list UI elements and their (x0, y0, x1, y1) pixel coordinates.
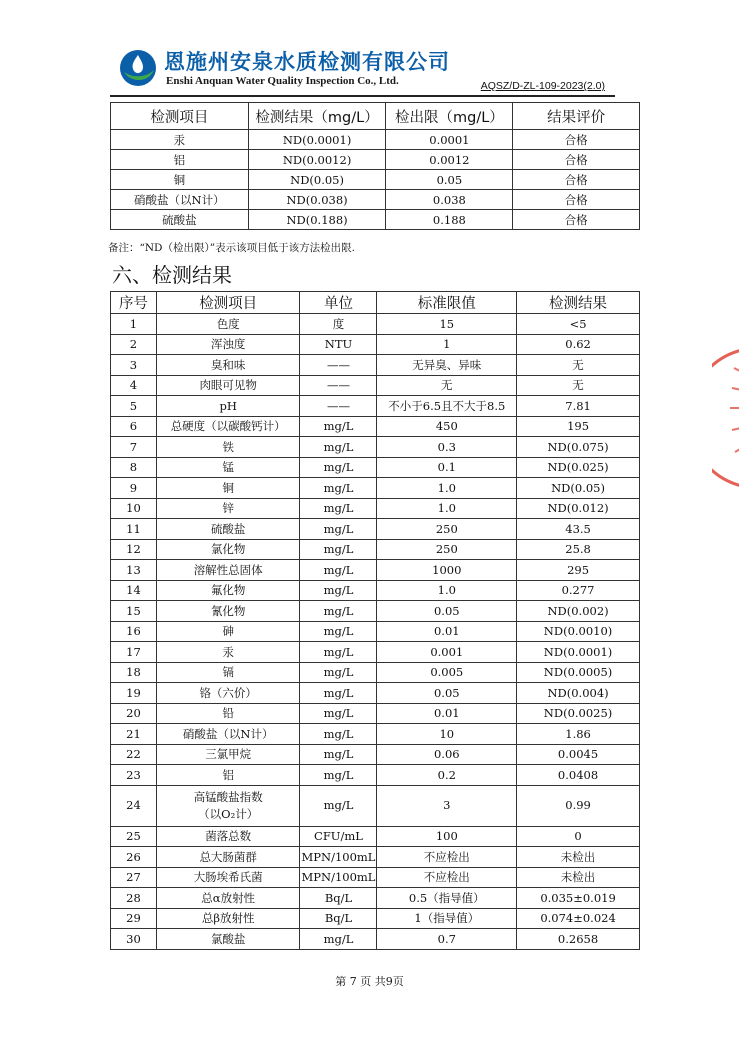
table-row (111, 396, 640, 417)
table-cell: 未检出 (517, 847, 640, 868)
table-row (111, 150, 640, 170)
table-cell: mg/L (300, 744, 377, 765)
table-cell: 14 (111, 580, 157, 601)
table-cell: 2 (111, 334, 157, 355)
table-cell: 氯酸盐 (156, 929, 300, 950)
table-cell: mg/L (300, 539, 377, 560)
table-cell: ND(0.0025) (517, 703, 640, 724)
table-row (111, 478, 640, 499)
table-cell: 镉 (156, 662, 300, 683)
table-row (111, 210, 640, 230)
table-cell: 不小于6.5且不大于8.5 (377, 396, 517, 417)
table-cell: ND(0.002) (517, 601, 640, 622)
table-cell: 1.0 (377, 478, 517, 499)
table-cell: 0.074±0.024 (517, 908, 640, 929)
table-cell: 汞 (156, 642, 300, 663)
column-header: 结果评价 (513, 103, 640, 130)
table-cell: 17 (111, 642, 157, 663)
table-cell: mg/L (300, 519, 377, 540)
table-cell: 无异臭、异味 (377, 355, 517, 376)
table-cell: ND(0.004) (517, 683, 640, 704)
table-row (111, 744, 640, 765)
water-drop-logo-icon (118, 48, 158, 88)
table-cell: 浑浊度 (156, 334, 300, 355)
table-cell: 26 (111, 847, 157, 868)
table-cell: ND(0.075) (517, 437, 640, 458)
table-cell: 10 (377, 724, 517, 745)
table-row (111, 437, 640, 458)
table-row (111, 498, 640, 519)
table-cell: 铜 (111, 170, 249, 190)
table-cell: 22 (111, 744, 157, 765)
table-cell: 1.0 (377, 498, 517, 519)
table-cell: ND(0.05) (248, 170, 386, 190)
table-cell: 1 (111, 314, 157, 335)
table-cell: 0.06 (377, 744, 517, 765)
table-cell: 总大肠菌群 (156, 847, 300, 868)
table-cell: 0.035±0.019 (517, 888, 640, 909)
column-header: 序号 (111, 292, 157, 314)
table-cell: 7 (111, 437, 157, 458)
table-cell: 硝酸盐（以N计） (156, 724, 300, 745)
table-row (111, 130, 640, 150)
table-cell: 250 (377, 519, 517, 540)
table-cell: 菌落总数 (156, 826, 300, 847)
company-name-cn: 恩施州安泉水质检测有限公司 (164, 49, 450, 74)
table-cell: 三氯甲烷 (156, 744, 300, 765)
table-cell: ND(0.188) (248, 210, 386, 230)
table-cell: 15 (111, 601, 157, 622)
table-cell: 24 (111, 785, 157, 826)
table-row (111, 785, 640, 826)
table-cell: 合格 (513, 150, 640, 170)
table-row (111, 642, 640, 663)
table-cell: 锰 (156, 457, 300, 478)
table-cell: mg/L (300, 642, 377, 663)
table-cell: 总α放射性 (156, 888, 300, 909)
table-cell: 铝 (156, 765, 300, 786)
table-cell: —— (300, 375, 377, 396)
table-cell: 18 (111, 662, 157, 683)
table-cell: 度 (300, 314, 377, 335)
table-row (111, 683, 640, 704)
table-cell: 氯化物 (156, 539, 300, 560)
table-cell: 总β放射性 (156, 908, 300, 929)
table-row (111, 621, 640, 642)
table-cell: 250 (377, 539, 517, 560)
table-cell: 20 (111, 703, 157, 724)
table-cell: 铁 (156, 437, 300, 458)
table-cell: 硝酸盐（以N计） (111, 190, 249, 210)
table-cell: 0.0408 (517, 765, 640, 786)
column-header: 单位 (300, 292, 377, 314)
table-cell: ND(0.05) (517, 478, 640, 499)
table-cell: ND(0.0001) (517, 642, 640, 663)
table-cell: —— (300, 355, 377, 376)
table-cell: 0.05 (386, 170, 513, 190)
table-cell: 高锰酸盐指数 （以O₂计） (156, 785, 300, 826)
report-header (110, 42, 615, 98)
section-title: 六、检测结果 (112, 263, 232, 287)
table-cell: 450 (377, 416, 517, 437)
table-cell: 0 (517, 826, 640, 847)
table-cell: 无 (517, 355, 640, 376)
table-cell: 27 (111, 867, 157, 888)
table-cell: 23 (111, 765, 157, 786)
table-header-row (111, 292, 640, 314)
table-cell: 28 (111, 888, 157, 909)
table-cell: MPN/100mL (300, 847, 377, 868)
header-divider (110, 95, 615, 97)
table-cell: 16 (111, 621, 157, 642)
table-row (111, 826, 640, 847)
table-cell: 29 (111, 908, 157, 929)
table-cell: mg/L (300, 785, 377, 826)
table-cell: 0.0001 (386, 130, 513, 150)
table-cell: CFU/mL (300, 826, 377, 847)
table-cell: Bq/L (300, 908, 377, 929)
table-cell: mg/L (300, 457, 377, 478)
table-row (111, 703, 640, 724)
table-row (111, 190, 640, 210)
table-cell: 氟化物 (156, 580, 300, 601)
test-results-table (110, 291, 640, 950)
table-cell: 色度 (156, 314, 300, 335)
table-row (111, 314, 640, 335)
table-cell: 硫酸盐 (156, 519, 300, 540)
table-cell: 11 (111, 519, 157, 540)
table-cell: mg/L (300, 580, 377, 601)
table-cell: mg/L (300, 724, 377, 745)
table-row (111, 416, 640, 437)
column-header: 检测结果 (517, 292, 640, 314)
table-cell: mg/L (300, 765, 377, 786)
table-row (111, 908, 640, 929)
table-cell: 0.2 (377, 765, 517, 786)
table-cell: 1.0 (377, 580, 517, 601)
table-cell: 锌 (156, 498, 300, 519)
table-row (111, 519, 640, 540)
column-header: 检测结果（mg/L） (248, 103, 386, 130)
table-row (111, 662, 640, 683)
table-row (111, 375, 640, 396)
table-cell: mg/L (300, 621, 377, 642)
table-cell: mg/L (300, 683, 377, 704)
table-cell: 0.188 (386, 210, 513, 230)
table-cell: 无 (517, 375, 640, 396)
table-cell: 臭和味 (156, 355, 300, 376)
table-cell: mg/L (300, 929, 377, 950)
table-cell: 不应检出 (377, 847, 517, 868)
table-cell: 1 (377, 334, 517, 355)
table-row (111, 170, 640, 190)
table-cell: NTU (300, 334, 377, 355)
table-cell: 6 (111, 416, 157, 437)
column-header: 检出限（mg/L） (386, 103, 513, 130)
table-row (111, 765, 640, 786)
table-cell: 溶解性总固体 (156, 560, 300, 581)
table-cell: 不应检出 (377, 867, 517, 888)
table-cell: 8 (111, 457, 157, 478)
table-cell: 肉眼可见物 (156, 375, 300, 396)
table-cell: 195 (517, 416, 640, 437)
table-cell: MPN/100mL (300, 867, 377, 888)
table-cell: 15 (377, 314, 517, 335)
table-cell: mg/L (300, 703, 377, 724)
table-cell: 30 (111, 929, 157, 950)
table-cell: ND(0.0012) (248, 150, 386, 170)
table-cell: mg/L (300, 560, 377, 581)
table-cell: 7.81 (517, 396, 640, 417)
table-cell: 21 (111, 724, 157, 745)
table-row (111, 929, 640, 950)
table-cell: 0.01 (377, 621, 517, 642)
table-cell: 0.99 (517, 785, 640, 826)
table-cell: 0.005 (377, 662, 517, 683)
table-row (111, 847, 640, 868)
table-header-row (111, 103, 640, 130)
table-cell: 3 (377, 785, 517, 826)
table-cell: 1（指导值） (377, 908, 517, 929)
table-cell: 1.86 (517, 724, 640, 745)
table-cell: 0.01 (377, 703, 517, 724)
column-header: 检测项目 (156, 292, 300, 314)
table-cell: mg/L (300, 601, 377, 622)
table-cell: 无 (377, 375, 517, 396)
table-cell: 0.7 (377, 929, 517, 950)
table-cell: 25.8 (517, 539, 640, 560)
table-cell: mg/L (300, 478, 377, 499)
table-cell: 汞 (111, 130, 249, 150)
table-row (111, 580, 640, 601)
table-cell: 0.1 (377, 457, 517, 478)
document-code: AQSZ/D-ZL-109-2023(2.0) (480, 80, 605, 92)
table-cell: 0.05 (377, 683, 517, 704)
table-cell: 未检出 (517, 867, 640, 888)
table-cell: 铝 (111, 150, 249, 170)
table-cell: 合格 (513, 190, 640, 210)
table-row (111, 539, 640, 560)
table-cell: 295 (517, 560, 640, 581)
table-cell: <5 (517, 314, 640, 335)
table-cell: 大肠埃希氏菌 (156, 867, 300, 888)
table-cell: 合格 (513, 130, 640, 150)
table-cell: 氰化物 (156, 601, 300, 622)
table-row (111, 601, 640, 622)
table-row (111, 724, 640, 745)
table-cell: 铅 (156, 703, 300, 724)
table-row (111, 457, 640, 478)
table-cell: mg/L (300, 416, 377, 437)
table-cell: 1000 (377, 560, 517, 581)
table-cell: 25 (111, 826, 157, 847)
table-cell: —— (300, 396, 377, 417)
table-cell: mg/L (300, 498, 377, 519)
table-cell: 合格 (513, 210, 640, 230)
table-row (111, 334, 640, 355)
table-cell: ND(0.0005) (517, 662, 640, 683)
table-cell: 0.3 (377, 437, 517, 458)
detection-limit-table (110, 102, 640, 230)
table-cell: ND(0.0010) (517, 621, 640, 642)
table-cell: Bq/L (300, 888, 377, 909)
table-cell: 0.0045 (517, 744, 640, 765)
table-cell: ND(0.038) (248, 190, 386, 210)
table-cell: pH (156, 396, 300, 417)
table-cell: 0.277 (517, 580, 640, 601)
table-cell: 合格 (513, 170, 640, 190)
table-cell: 硫酸盐 (111, 210, 249, 230)
red-seal-stamp (712, 348, 739, 488)
table-cell: 10 (111, 498, 157, 519)
table-cell: 4 (111, 375, 157, 396)
table-cell: ND(0.012) (517, 498, 640, 519)
table-cell: 43.5 (517, 519, 640, 540)
table-cell: ND(0.025) (517, 457, 640, 478)
table-cell: 砷 (156, 621, 300, 642)
table-cell: 3 (111, 355, 157, 376)
table-cell: 9 (111, 478, 157, 499)
table-cell: 0.5（指导值） (377, 888, 517, 909)
table-row (111, 560, 640, 581)
table-cell: 0.038 (386, 190, 513, 210)
table-cell: 0.05 (377, 601, 517, 622)
table-row (111, 355, 640, 376)
table-cell: ND(0.0001) (248, 130, 386, 150)
column-header: 检测项目 (111, 103, 249, 130)
table-row (111, 867, 640, 888)
table-row (111, 888, 640, 909)
table-cell: mg/L (300, 437, 377, 458)
table-cell: 0.62 (517, 334, 640, 355)
table-cell: 0.0012 (386, 150, 513, 170)
table-cell: 12 (111, 539, 157, 560)
table-cell: 铜 (156, 478, 300, 499)
table-cell: 5 (111, 396, 157, 417)
table-cell: 总硬度（以碳酸钙计） (156, 416, 300, 437)
table-cell: 100 (377, 826, 517, 847)
table-cell: 19 (111, 683, 157, 704)
company-name-en: Enshi Anquan Water Quality Inspection Co., Ltd. (166, 75, 399, 87)
column-header: 标准限值 (377, 292, 517, 314)
table-cell: mg/L (300, 662, 377, 683)
table-cell: 铬（六价） (156, 683, 300, 704)
remark-note: 备注：“ND（检出限）”表示该项目低于该方法检出限. (108, 242, 355, 254)
table-cell: 0.001 (377, 642, 517, 663)
page-number: 第 7 页 共9页 (335, 975, 404, 988)
table-cell: 0.2658 (517, 929, 640, 950)
table-cell: 13 (111, 560, 157, 581)
